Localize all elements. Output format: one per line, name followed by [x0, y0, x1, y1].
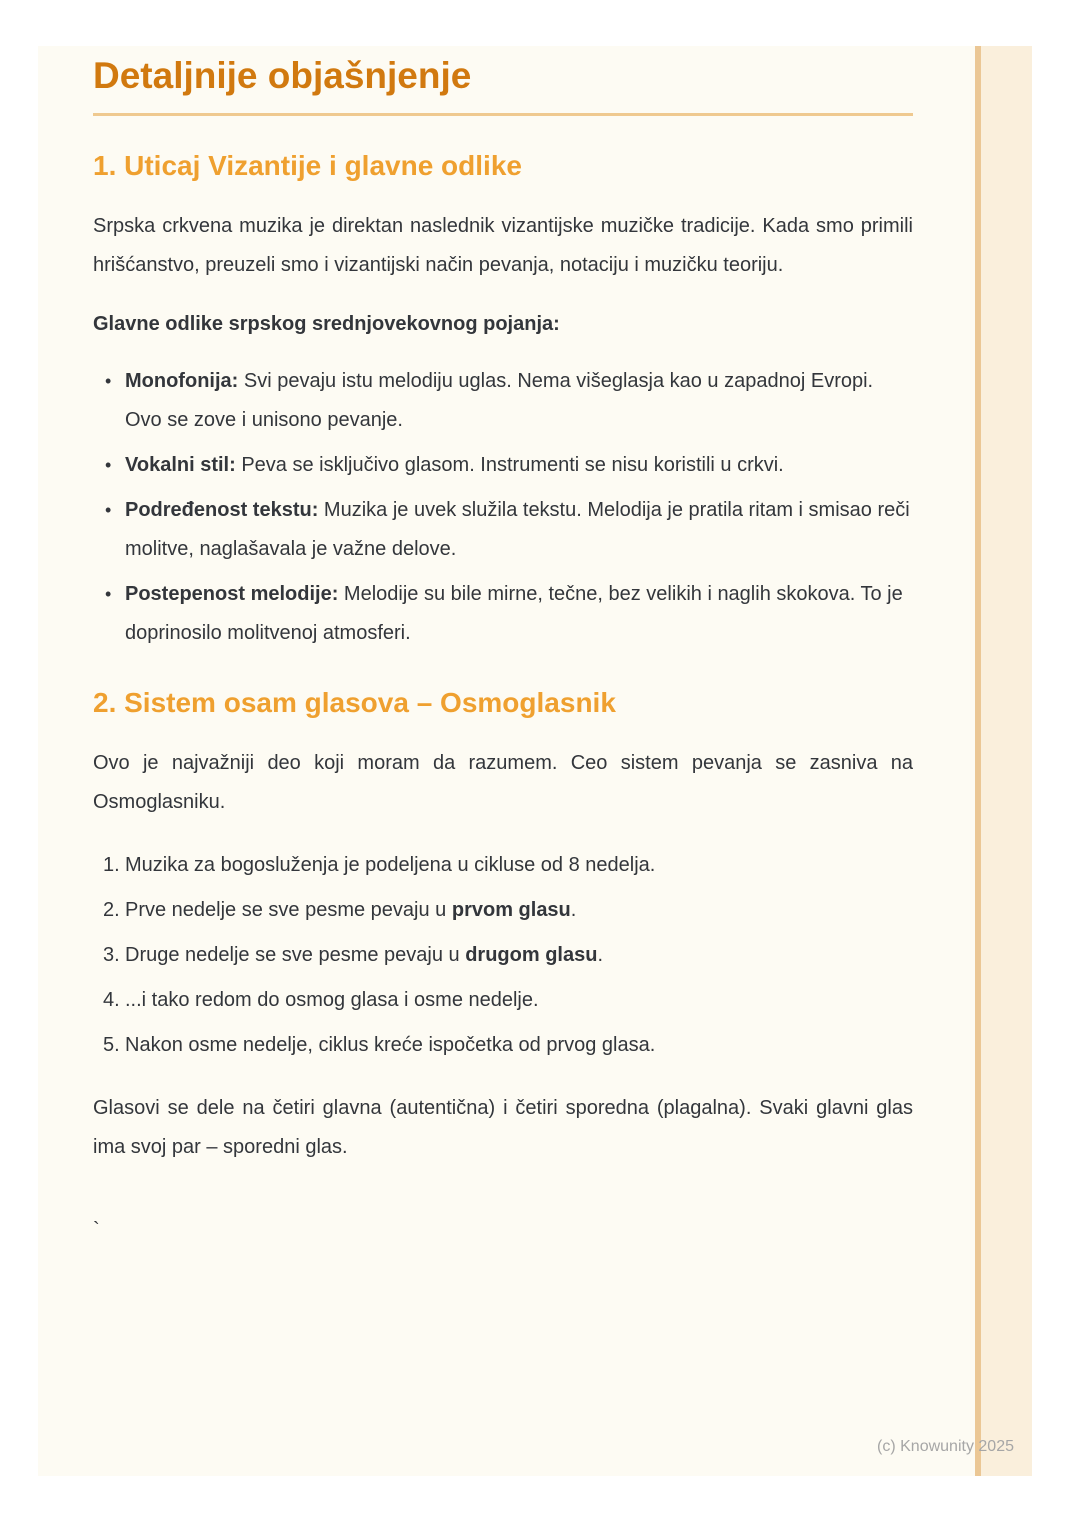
- document-content: [93, 54, 913, 1250]
- list-item-body: Peva se isključivo glasom. Instrumenti se nisu koristili u crkvi.: [235, 454, 784, 477]
- section-1-intro: Srpska crkvena muzika je direktan naslednik vizantijske muzičke tradicije. Kada smo primili hrišćanstvo, preuzeli smo i vizantijski način pevanja, notaciju i muzičku teoriju.: [93, 215, 913, 277]
- list-item-label: Podređenost tekstu:: [125, 499, 319, 522]
- list-item: [93, 446, 913, 485]
- list-item: [93, 362, 913, 440]
- copyright-notice: (c) Knowunity 2025: [877, 1438, 1014, 1455]
- section-2-outro: Glasovi se dele na četiri glavna (autentična) i četiri sporedna (plagalna). Svaki glavni glas ima svoj par – sporedni glas.: [93, 1097, 913, 1159]
- bullet-marker: •: [105, 584, 112, 605]
- features-bullet-list: [93, 362, 913, 653]
- list-item-label: Postepenost melodije:: [125, 583, 339, 606]
- list-item-body: Svi pevaju istu melodiju uglas. Nema višeglasja kao u zapadnoj Evropi. Ovo se zove i unisono pevanje.: [125, 370, 874, 432]
- list-item-text: [125, 362, 913, 440]
- list-item-body: Muzika je uvek služila tekstu. Melodija je pratila ritam i smisao reči molitve, naglašavala je važne delove.: [125, 499, 910, 561]
- list-item-body: Melodije su bile mirne, tečne, bez velikih i naglih skokova. To je doprinosilo molitvenoj atmosferi.: [125, 583, 903, 645]
- step-post: .: [570, 899, 577, 922]
- title-underline: [93, 113, 913, 116]
- step-text: Nakon osme nedelje, ciklus kreće ispočetka od prvog glasa.: [125, 1034, 656, 1057]
- step-bold: prvom glasu: [451, 899, 571, 922]
- list-item: [93, 936, 913, 975]
- bullet-marker: •: [105, 455, 112, 476]
- step-number: 3.: [103, 944, 120, 967]
- section-1-heading: 1. Uticaj Vizantije i glavne odlike: [93, 150, 522, 182]
- step-text: Prve nedelje se sve pesme pevaju u: [125, 899, 452, 922]
- list-item-text: [125, 446, 913, 485]
- list-item-label: Monofonija:: [125, 370, 239, 393]
- bullet-marker: •: [105, 500, 112, 521]
- osmoglasnik-numbered-list: [93, 846, 913, 1065]
- step-text: Muzika za bogosluženja je podeljena u cikluse od 8 nedelja.: [125, 854, 656, 877]
- list-item-label: Vokalni stil:: [125, 454, 236, 477]
- section-2-heading: 2. Sistem osam glasova – Osmoglasnik: [93, 687, 616, 719]
- list-item: [93, 575, 913, 653]
- list-item: [93, 1026, 913, 1065]
- step-text: Druge nedelje se sve pesme pevaju u: [125, 944, 466, 967]
- step-number: 5.: [103, 1034, 120, 1057]
- step-number: 4.: [103, 989, 120, 1012]
- list-item-text: [125, 846, 913, 885]
- list-item: [93, 491, 913, 569]
- list-item-text: [125, 981, 913, 1020]
- list-item-text: [125, 936, 913, 975]
- step-bold: drugom glasu: [465, 944, 598, 967]
- list-item: [93, 981, 913, 1020]
- list-item-text: [125, 1026, 913, 1065]
- list-item-text: [125, 575, 913, 653]
- bullet-marker: •: [105, 371, 112, 392]
- bullet-list-label: Glavne odlike srpskog srednjovekovnog pojanja:: [93, 313, 560, 336]
- list-item: [93, 846, 913, 885]
- step-number: 1.: [103, 854, 120, 877]
- step-number: 2.: [103, 899, 120, 922]
- section-2-intro: Ovo je najvažniji deo koji moram da razumem. Ceo sistem pevanja se zasniva na Osmoglasniku.: [93, 752, 913, 814]
- content-panel: [38, 46, 1032, 1476]
- decorative-right-stripe: [975, 46, 1032, 1476]
- list-item: [93, 891, 913, 930]
- step-text: ...i tako redom do osmog glasa i osme nedelje.: [125, 989, 539, 1012]
- list-item-text: [125, 491, 913, 569]
- page-title: Detaljnije objašnjenje: [93, 55, 472, 96]
- list-item-text: [125, 891, 913, 930]
- stray-backtick: `: [93, 1219, 100, 1242]
- step-post: .: [597, 944, 604, 967]
